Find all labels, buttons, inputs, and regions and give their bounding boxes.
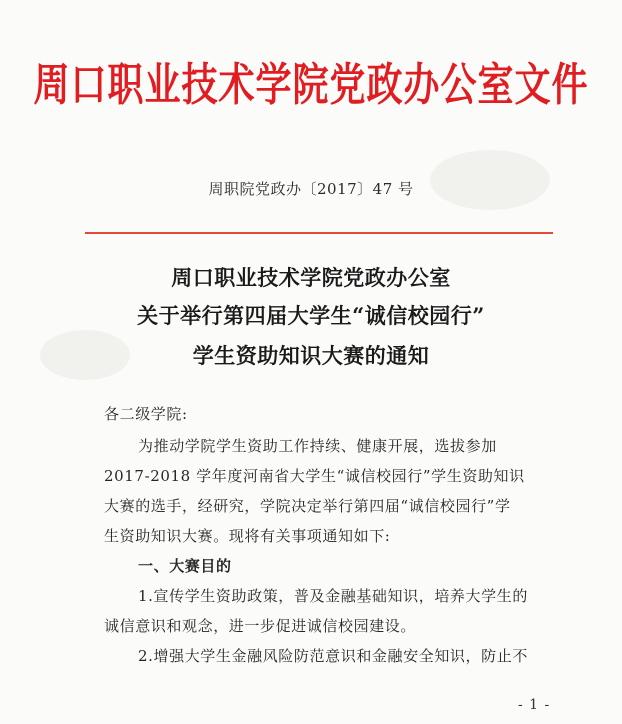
salutation: 各二级学院: [104, 405, 188, 423]
office-header-title: 周口职业技术学院党政办公室文件 [33, 60, 589, 112]
notice-title-line-1: 周口职业技术学院党政办公室 [171, 265, 451, 290]
page-number: - 1 - [518, 697, 551, 713]
red-separator-line [85, 232, 553, 234]
notice-title-line-3: 学生资助知识大赛的通知 [192, 343, 430, 368]
paragraph-line: 2017-2018 学年度河南省大学生“诚信校园行”学生资助知识 [104, 467, 525, 485]
paragraph-line: 大赛的选手，经研究，学院决定举行第四届“诚信校园行”学 [104, 497, 511, 515]
paragraph-line: 诚信意识和观念，进一步促进诚信校园建设。 [104, 617, 417, 635]
paragraph-line: 生资助知识大赛。现将有关事项通知如下: [104, 527, 391, 545]
document-number: 周职院党政办〔2017〕47 号 [208, 180, 414, 198]
paragraph-line: 1.宣传学生资助政策，普及金融基础知识，培养大学生的 [138, 587, 528, 605]
paragraph-line: 为推动学院学生资助工作持续、健康开展，选拔参加 [138, 437, 497, 455]
paragraph-line: 2.增强大学生金融风险防范意识和金融安全知识，防止不 [138, 647, 528, 665]
section-heading: 一、大赛目的 [138, 557, 232, 575]
notice-title-line-2: 关于举行第四届大学生“诚信校园行” [137, 303, 485, 328]
